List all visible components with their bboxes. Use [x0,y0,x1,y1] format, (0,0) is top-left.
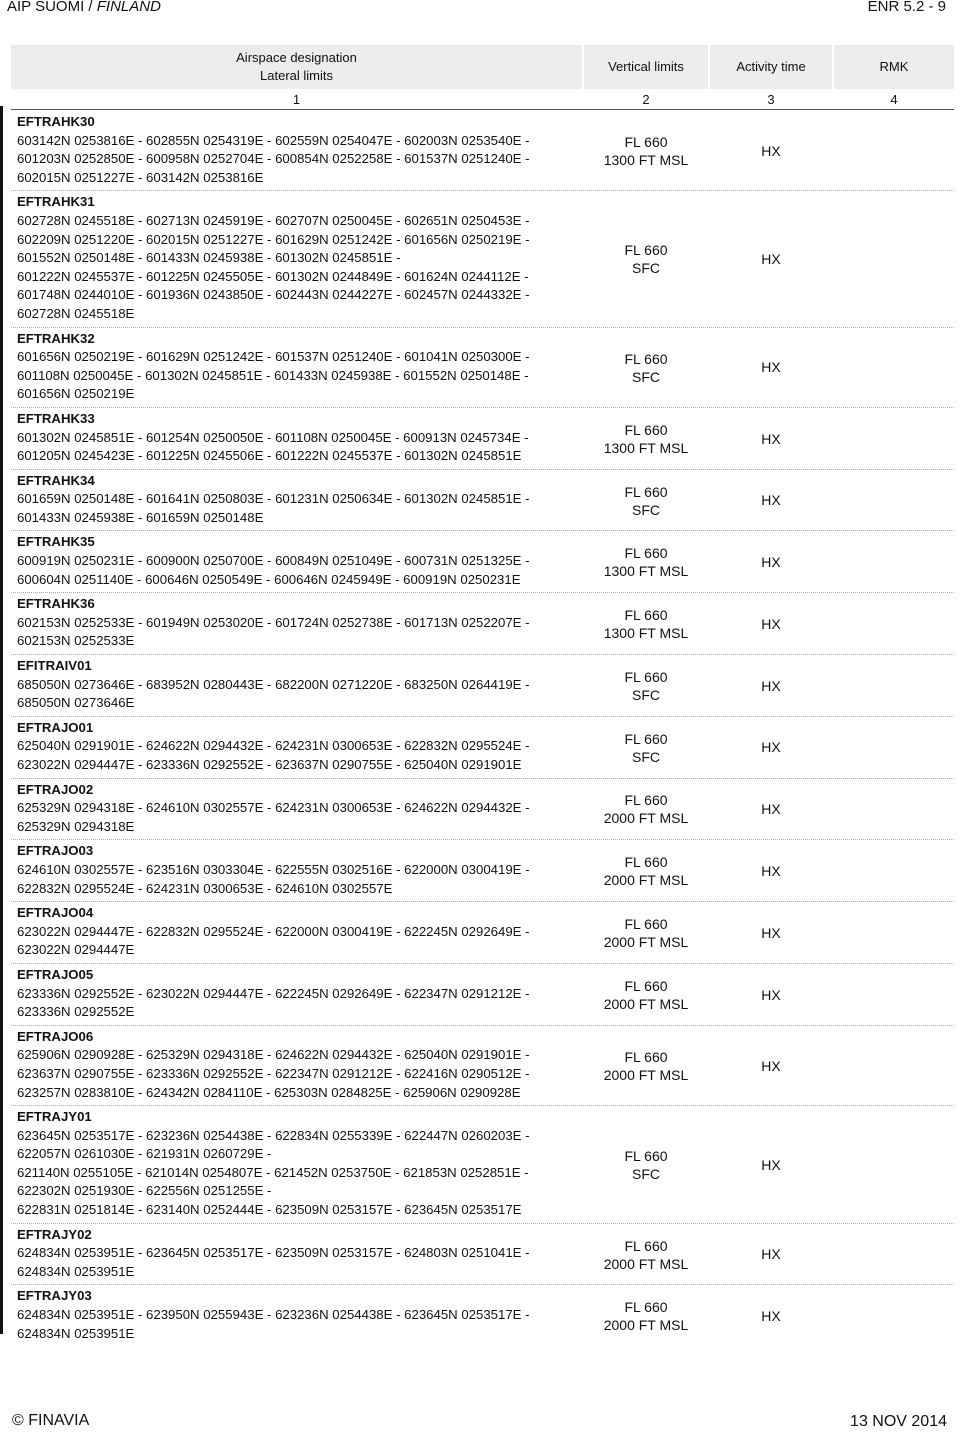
airspace-name: EFTRAHK33 [17,410,95,426]
table-row [0,840,960,902]
table-row [0,655,960,717]
activity-time-cell: HX [761,359,781,376]
vertical-limits-cell [584,964,708,1026]
lateral-limits: 601659N 0250148E - 601641N 0250803E - 601231N 0250634E - 601302N 0245851E - 601433N 0245938E - 601659N 0250148E [17,491,530,525]
upper-limit: FL 660 [624,977,668,994]
rmk-cell [832,1026,952,1106]
activity-time-cell: HX [761,1057,781,1074]
rmk-cell [832,470,952,532]
vertical-limits-cell [584,1224,708,1286]
table-row [0,408,960,470]
rmk-cell [832,964,952,1026]
table-row [0,717,960,779]
lateral-limits: 623336N 0292552E - 623022N 0294447E - 622245N 0292649E - 622347N 0291212E - 623336N 0292552E [17,985,530,1020]
lower-limit: 2000 FT MSL [603,1317,689,1334]
vertical-limits-cell [584,408,708,470]
lateral-limits: 603142N 0253816E - 602855N 0254319E - 602559N 0254047E - 602003N 0253540E - 601203N 0252850E - 600958N 0252704E - 600854N 0252258E - 601537N 0251240E - 602015N 0251227E - 603142N 0253816E [17,132,530,185]
airspace-name: EFTRAJO05 [17,966,94,982]
rmk-cell [832,840,952,902]
airspace-cell [0,779,589,841]
lower-limit: 1300 FT MSL [603,152,689,169]
table-row [0,1106,960,1224]
lateral-limits: 624834N 0253951E - 623950N 0255943E - 623236N 0254438E - 623645N 0253517E - 624834N 0253951E [17,1307,530,1341]
airspace-cell [0,717,589,779]
lateral-limits: 600919N 0250231E - 600900N 0250700E - 600849N 0251049E - 600731N 0251325E - 600604N 0251140E - 600646N 0250549E - 600646N 0245949E - 600919N 0250231E [17,553,530,587]
table-row [0,593,960,655]
airspace-name: EFTRAJY01 [17,1109,92,1125]
airspace-name: EFTRAJO06 [17,1028,94,1044]
airspace-cell [0,1106,589,1224]
lower-limit: 2000 FT MSL [603,934,689,951]
upper-limit: FL 660 [624,916,668,933]
airspace-name: EFITRAIV01 [17,658,92,674]
lower-limit: SFC [632,260,660,277]
upper-limit: FL 660 [624,1048,668,1065]
lower-limit: SFC [632,368,660,385]
vertical-limits-cell [584,111,708,191]
lateral-limits: 602728N 0245518E - 602713N 0245919E - 602707N 0250045E - 602651N 0250453E - 602209N 0251220E - 602015N 0251227E - 601629N 0251242E - 601656N 0250219E - 601552N 0250148E - 601433N 0245938E - 601302N 0245851E - 601222N 0245537E - 601225N 0245505E - 601302N 0244849E - 601624N 0244112E - 601748N 0244010E - 601936N 0243850E - 602443N 0244227E - 602457N 0244332E - 602728N 0245518E [17,212,530,321]
column-header-airspace-line2: Lateral limits [260,68,333,83]
upper-limit: FL 660 [624,242,668,259]
airspace-cell [0,408,589,470]
lateral-limits: 624610N 0302557E - 623516N 0303304E - 622555N 0302516E - 622000N 0300419E - 622832N 0295524E - 624231N 0300653E - 624610N 0302557E [17,861,530,896]
airspace-cell [0,470,589,532]
airspace-name: EFTRAJY02 [17,1226,92,1242]
upper-limit: FL 660 [624,1299,668,1316]
airspace-cell [0,531,589,593]
vertical-limits-cell [584,1106,708,1224]
activity-time-cell: HX [761,1156,781,1173]
activity-time-cell: HX [761,554,781,571]
airspace-name: EFTRAHK31 [17,194,95,210]
vertical-limits-cell [584,655,708,717]
vertical-limits-cell [584,191,708,327]
airspace-name: EFTRAJO03 [17,843,94,859]
lateral-limits: 625329N 0294318E - 624610N 0302557E - 624231N 0300653E - 624622N 0294432E - 625329N 0294318E [17,800,530,834]
upper-limit: FL 660 [624,792,668,809]
lower-limit: 2000 FT MSL [603,995,689,1012]
activity-time-cell: HX [761,492,781,509]
publication-title: AIP SUOMI / [7,0,93,15]
airspace-cell [0,1285,589,1347]
page-number: ENR 5.2 - 9 [867,0,946,15]
table-row [0,1285,960,1347]
lateral-limits: 623645N 0253517E - 623236N 0254438E - 622834N 0255339E - 622447N 0260203E - 622057N 0261030E - 621931N 0260729E - 621140N 0255105E - 621014N 0254807E - 621452N 0253750E - 621853N 0252851E - 622302N 0251930E - 622556N 0251255E - 622831N 0251814E - 623140N 0252444E - 623509N 0253157E - 623645N 0253517E [17,1127,530,1218]
rmk-cell [832,1106,952,1224]
rmk-cell [832,531,952,593]
lateral-limits: 602153N 0252533E - 601949N 0253020E - 601724N 0252738E - 601713N 0252207E - 602153N 0252533E [17,614,530,649]
vertical-limits-cell [584,593,708,655]
lateral-limits: 624834N 0253951E - 623645N 0253517E - 623509N 0253157E - 624803N 0251041E - 624834N 0253951E [17,1245,530,1279]
airspace-table-body [0,111,960,1347]
column-number-1: 1 [292,92,301,107]
upper-limit: FL 660 [624,1237,668,1254]
rmk-cell [832,191,952,327]
activity-time-cell: HX [761,801,781,818]
column-numbers [0,92,960,110]
airspace-name: EFTRAHK30 [17,114,95,129]
upper-limit: FL 660 [624,1147,668,1164]
rmk-cell [832,779,952,841]
table-row [0,964,960,1026]
country-name: FINLAND [96,0,161,15]
lower-limit: 1300 FT MSL [603,625,689,642]
column-header-vertical-label: Vertical limits [608,59,684,74]
airspace-name: EFTRAHK32 [17,330,95,346]
activity-time-cell: HX [761,739,781,756]
page-header-left [7,0,161,15]
vertical-limits-cell [584,902,708,964]
table-row [0,1224,960,1286]
column-header-rmk-label: RMK [879,59,909,74]
upper-limit: FL 660 [624,350,668,367]
airspace-cell [0,593,589,655]
upper-limit: FL 660 [624,668,668,685]
airspace-cell [0,902,589,964]
airspace-name: EFTRAJY03 [17,1288,92,1304]
activity-time-cell: HX [761,986,781,1003]
airspace-cell [0,655,589,717]
upper-limit: FL 660 [624,607,668,624]
column-header-activity-time [710,45,832,89]
rmk-cell [832,1224,952,1286]
lower-limit: SFC [632,1165,660,1182]
lower-limit: 2000 FT MSL [603,872,689,889]
lateral-limits: 601302N 0245851E - 601254N 0250050E - 601108N 0250045E - 600913N 0245734E - 601205N 0245423E - 601225N 0245506E - 601222N 0245537E - 601302N 0245851E [17,429,529,464]
activity-time-cell: HX [761,251,781,268]
activity-time-cell: HX [761,1246,781,1263]
rmk-cell [832,717,952,779]
table-row [0,191,960,327]
table-row [0,111,960,191]
airspace-cell [0,964,589,1026]
airspace-name: EFTRAJO02 [17,781,94,797]
vertical-limits-cell [584,470,708,532]
rmk-cell [832,328,952,408]
activity-time-cell: HX [761,924,781,941]
activity-time-cell: HX [761,430,781,447]
lower-limit: 2000 FT MSL [603,1255,689,1272]
activity-time-cell: HX [761,615,781,632]
vertical-limits-cell [584,1285,708,1347]
table-row [0,902,960,964]
lower-limit: SFC [632,501,660,518]
column-header-activity-label: Activity time [736,59,806,74]
table-row [0,531,960,593]
airspace-name: EFTRAJO04 [17,905,94,921]
column-header-rmk [834,45,954,89]
vertical-limits-cell [584,779,708,841]
rmk-cell [832,655,952,717]
lower-limit: 2000 FT MSL [603,810,689,827]
airspace-name: EFTRAHK34 [17,472,95,488]
column-number-2: 2 [642,92,650,107]
lower-limit: 2000 FT MSL [603,1066,689,1083]
rmk-cell [832,593,952,655]
lower-limit: SFC [632,686,660,703]
activity-time-cell: HX [761,1308,781,1325]
header-divider [11,109,954,110]
table-row [0,779,960,841]
airspace-cell [0,191,589,327]
airspace-cell [0,1026,589,1106]
column-header-airspace-line1: Airspace designation [236,50,357,65]
upper-limit: FL 660 [624,134,668,151]
vertical-limits-cell [584,717,708,779]
vertical-limits-cell [584,1026,708,1106]
lower-limit: 1300 FT MSL [603,439,689,456]
column-header-airspace [11,45,582,89]
activity-time-cell: HX [761,677,781,694]
vertical-limits-cell [584,531,708,593]
column-header-vertical-limits [584,45,708,89]
column-number-3: 3 [767,92,775,107]
upper-limit: FL 660 [624,545,668,562]
airspace-cell [0,328,589,408]
airspace-name: EFTRAHK35 [17,534,95,550]
airspace-cell [0,1224,589,1286]
airspace-cell [0,111,589,191]
footer-copyright: © FINAVIA [12,1412,90,1429]
footer-date: 13 NOV 2014 [850,1413,947,1430]
rmk-cell [832,902,952,964]
upper-limit: FL 660 [624,421,668,438]
activity-time-cell: HX [761,142,781,159]
airspace-cell [0,840,589,902]
lateral-limits: 601656N 0250219E - 601629N 0251242E - 601537N 0251240E - 601041N 0250300E - 601108N 0250045E - 601302N 0245851E - 601433N 0245938E - 601552N 0250148E - 601656N 0250219E [17,349,530,402]
lateral-limits: 625040N 0291901E - 624622N 0294432E - 624231N 0300653E - 622832N 0295524E - 623022N 0294447E - 623336N 0292552E - 623637N 0290755E - 625040N 0291901E [17,738,530,772]
vertical-limits-cell [584,328,708,408]
rmk-cell [832,111,952,191]
airspace-name: EFTRAJO01 [17,719,94,735]
table-row [0,1026,960,1106]
column-number-4: 4 [890,92,898,107]
lower-limit: 1300 FT MSL [603,563,689,580]
upper-limit: FL 660 [624,483,668,500]
vertical-limits-cell [584,840,708,902]
table-row [0,470,960,532]
airspace-name: EFTRAHK36 [17,596,95,612]
lower-limit: SFC [632,748,660,765]
lateral-limits: 685050N 0273646E - 683952N 0280443E - 682200N 0271220E - 683250N 0264419E - 685050N 0273646E [17,676,530,711]
lateral-limits: 625906N 0290928E - 625329N 0294318E - 624622N 0294432E - 625040N 0291901E - 623637N 0290755E - 623336N 0292552E - 622347N 0291212E - 622416N 0290512E - 623257N 0283810E - 624342N 0284110E - 625303N 0284825E - 625906N 0290928E [17,1047,530,1100]
lateral-limits: 623022N 0294447E - 622832N 0295524E - 622000N 0300419E - 622245N 0292649E - 623022N 0294447E [17,923,530,958]
rmk-cell [832,1285,952,1347]
activity-time-cell: HX [761,862,781,879]
rmk-cell [832,408,952,470]
table-row [0,328,960,408]
upper-limit: FL 660 [624,854,668,871]
upper-limit: FL 660 [624,730,668,747]
